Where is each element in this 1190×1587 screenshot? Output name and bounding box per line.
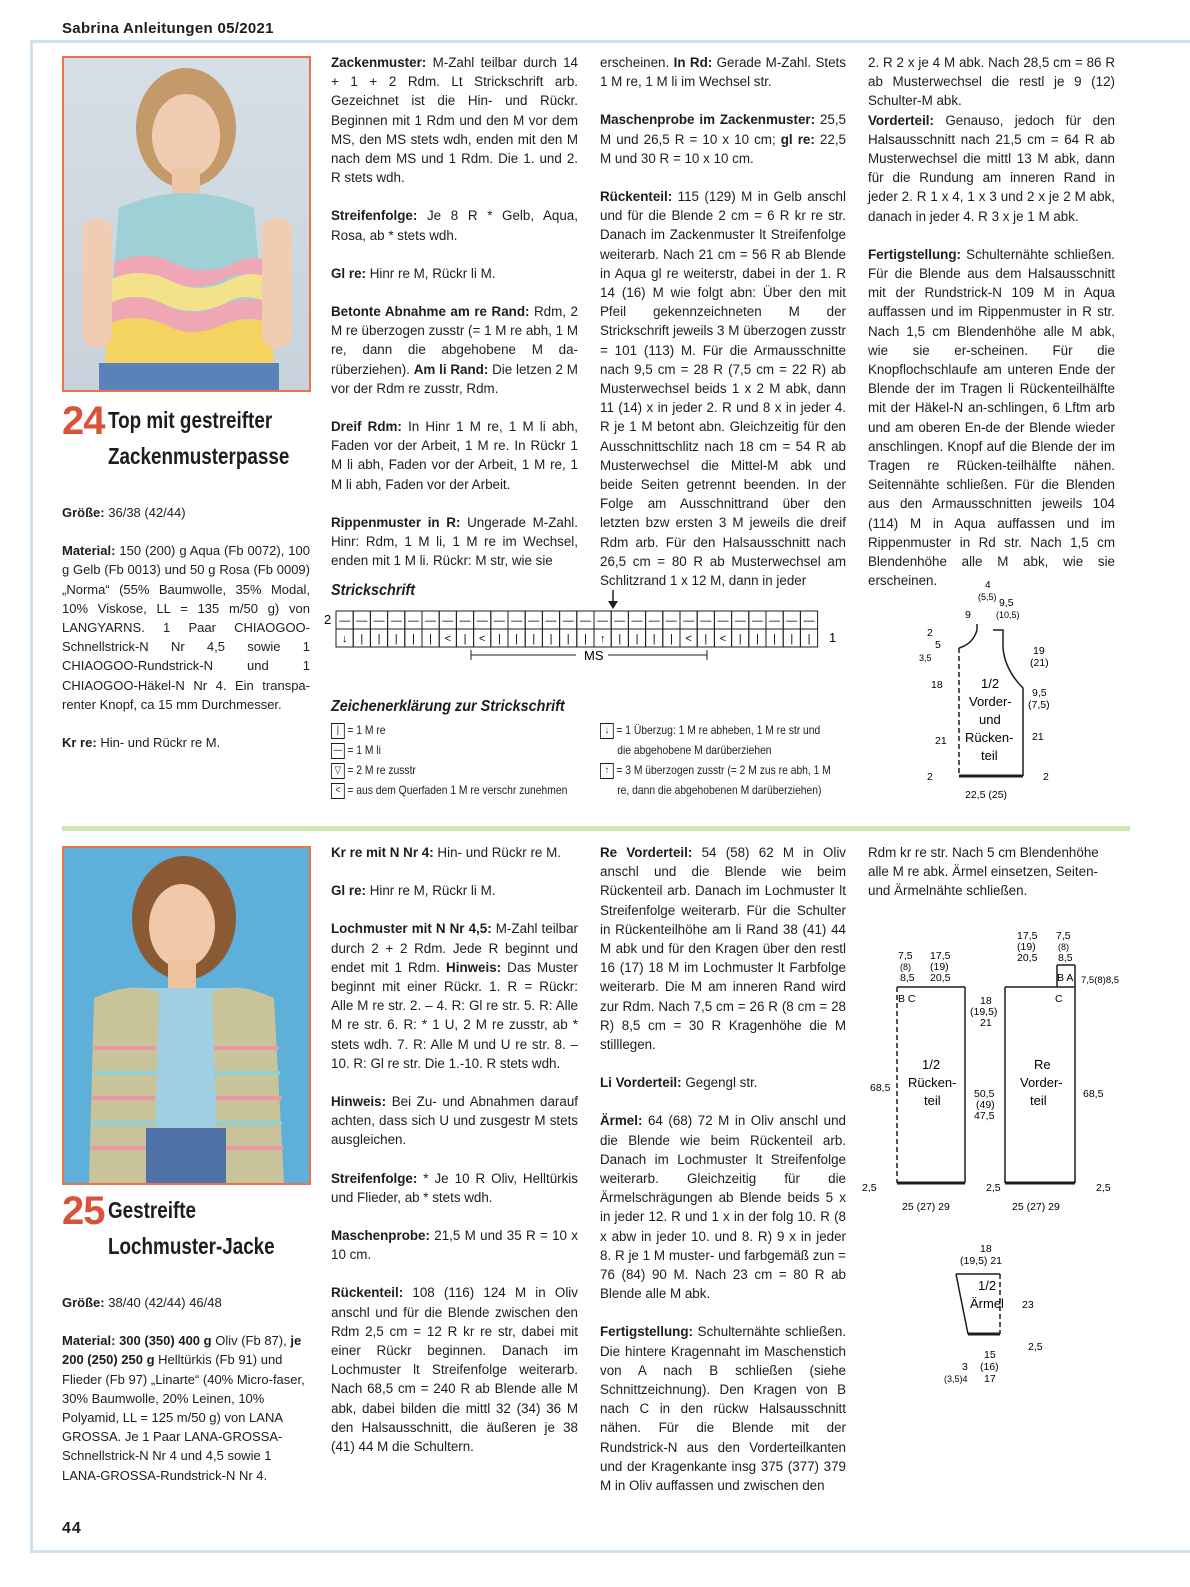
chart-symbol: — [769, 615, 781, 627]
chart-symbol: — [390, 615, 402, 627]
piece-label: und [979, 712, 1001, 727]
chart-symbol: — [425, 615, 437, 627]
chart-grid [336, 611, 818, 647]
chart-symbol: | [532, 633, 536, 645]
legend-item [600, 720, 831, 740]
para-text: In Hinr 1 M re, 1 M li abh, Faden vor der Arbeit, 1 M re. In Rückr 1 M li abh, Faden vor der Arbeit, 1 M re, 1 M li abh, Faden vor der Arbeit. [331, 419, 578, 492]
marker: B C [898, 993, 916, 1005]
para-text: Gerade M-Zahl. Stets 1 M re, 1 M li im Wechsel str. [600, 55, 846, 90]
piece-label: teil [924, 1093, 941, 1108]
dim: 15 [984, 1349, 996, 1361]
frame-bottom [30, 1550, 1190, 1553]
dim: 2,5 [1096, 1182, 1111, 1194]
para-text: 25,5 M und 26,5 R = 10 x 10 cm; [600, 112, 846, 147]
chart-symbol: — [476, 615, 488, 627]
dim: 2 [927, 771, 933, 783]
knitting-chart [322, 588, 842, 670]
dim: (8) [900, 962, 911, 972]
legend-item [331, 780, 567, 800]
page-number: 44 [62, 1520, 82, 1537]
slip-decrease-symbol-icon: ↓ [600, 723, 614, 739]
para-text: Schulternähte schließen. Die hintere Kragennaht im Maschenstich von A nach B schließen (siehe Schnittzeichnung). Den Kragen von B nach C in den rückw Halsausschnitt nähen. Für die Blende mit der Rundstrick-N aus den Vorderteilkanten und der Kragenkante insg 375 (377) 379 M in Oliv auffassen und zwischen den [600, 1324, 846, 1494]
dim: 8,5 [1058, 952, 1073, 964]
dim: 23 [1022, 1299, 1034, 1311]
dim: (10,5) [996, 610, 1020, 620]
dim: 9,5 [1032, 687, 1047, 699]
material-label: je 200 (250) 250 g [62, 1333, 302, 1368]
piece-label: Ärmel [970, 1296, 1004, 1311]
dim: 20,5 [1017, 952, 1038, 964]
item25-col3 [600, 843, 846, 1514]
dim: 2,5 [862, 1182, 877, 1194]
dim: 68,5 [870, 1082, 891, 1094]
magazine-header: Sabrina Anleitungen 05/2021 [62, 20, 274, 37]
frame-left [30, 40, 33, 1552]
para-label: gl re: [780, 131, 815, 147]
para-label: Dreif Rdm: [331, 419, 402, 435]
dim: 50,5 [974, 1088, 995, 1100]
para-text: Das Muster beginnt mit einer Rückr. 1. R = Rückr: Alle M re str. 2. – 4. R: Gl re str. 5. R: Alle M re str. 6. R: * 1 U, 2 M re zusstr, ab * stets wdh. 7. R: Alle M und U re str. 8. – 10. R: Gl re str. Die 1.-10. R stets wdh. [331, 959, 578, 1071]
frame-top [30, 40, 1190, 43]
item25-specs [62, 1293, 310, 1504]
dim: 7,5(8)8,5 [1081, 975, 1120, 986]
para-label: Hinweis: [331, 1094, 387, 1110]
dim: 4 [985, 580, 991, 591]
dim: 3 [962, 1361, 968, 1373]
para-text: * Je 10 R Oliv, Helltürkis und Flieder, ab * stets wdh. [331, 1170, 578, 1205]
marker: B A [1057, 972, 1074, 984]
dim: 2 [1043, 771, 1049, 783]
para-label: Ärmel: [600, 1113, 643, 1129]
chart-symbol: | [411, 633, 415, 645]
piece-label: 1/2 [978, 1278, 997, 1293]
para-label: Streifenfolge: [331, 1170, 418, 1186]
chart-symbol: | [394, 633, 398, 645]
chart-symbol: | [515, 633, 519, 645]
chart-symbol: — [614, 615, 626, 627]
chart-symbol: | [807, 633, 811, 645]
chart-symbol: | [669, 633, 673, 645]
dim: 22,5 (25) [965, 789, 1008, 801]
size-value: 38/40 (42/44) 46/48 [108, 1295, 222, 1310]
chart-symbol: — [528, 615, 540, 627]
para-label: Vorderteil: [868, 112, 934, 128]
legend-right [600, 720, 831, 800]
dim: 5 [935, 639, 941, 651]
piece-label: Vorder- [1020, 1075, 1063, 1090]
legend-heading: Zeichenerklärung zur Strickschrift [331, 698, 565, 715]
chart-symbol: | [497, 633, 501, 645]
size-label: Größe: [62, 505, 105, 520]
piece-label: 1/2 [981, 676, 1000, 691]
piece-label: 1/2 [922, 1057, 941, 1072]
chart-symbol: — [459, 615, 471, 627]
dim: 7,5 [898, 950, 913, 962]
chart-symbol: | [549, 633, 553, 645]
chart-symbol: < [478, 633, 486, 645]
item-title-25-line1: Gestreifte [108, 1197, 197, 1223]
dim: 2 [927, 627, 933, 639]
dim: 21 [980, 1017, 992, 1029]
chart-symbol: — [631, 615, 643, 627]
para-label: Gl re: [331, 883, 366, 899]
para-text: M-Zahl teilbar durch 14 + 1 + 2 Rdm. Lt Strickschrift arb. Gezeichnet ist die Hin- und Rückr. Beginnen mit 1 Rdm und den M vor dem MS, den MS stets wdh, enden mit den M nach dem MS und 1 Rdm. Die 1. und 2. R stets wdh. [331, 55, 578, 186]
piece-label: Rücken- [965, 730, 1014, 745]
k2tog-symbol-icon: ▽ [331, 763, 345, 779]
para-text: 54 (58) 62 M in Oliv anschl und die Blende wie beim Rückenteil arb. Danach im Lochmuster lt Streifenfolge weiterarb. Für die Schulter in Rückenteilhöhe am li Rand 38 (41) 44 M abk und für den Kragen über den restl 16 (17) 18 M im Lochmuster lt Farbfolge weiterarb. Die M am inneren Rand wird zur Rdm. Nach 7,5 cm = 26 R (8 cm = 28 R) 8,5 cm = 30 R Kragenhöhe die M stilllegen. [600, 845, 846, 1053]
chart-symbol: — [751, 615, 763, 627]
para-text: 115 (129) M in Gelb anschl und für die Blende 2 cm = 6 R kr re str. Danach im Zackenmuster lt Streifenfolge weiterarb. Nach 21 cm = 56 R ab Blende in Aqua gl re weiterstr, dabei in der 1. R 14 (16) M wie folgt abn: Über den mit Pfeil gekennzeichneten M der Strickschrift jeweils 3 M überzogen zusstr = 101 (113) M. Für die Armausschnitte nach 9,5 cm = 28 R (7,5 cm = 22 R) ab Musterwechsel beids 1 x 2 M abk, dann 11 (14) x in jeder 2. R und 8 x in jeder 4. R je 1 M betont abn. Gleichzeitig für den Ausschnittschlitz nach 18 cm = 54 R ab Musterwechsel die Mittel-M abk und beide Seiten getrennt beenden. In der Folge am Ausschnittrand über den letzten bzw ersten 3 M jeweils die dreif Rdm arb. Für den Halsausschnitt nach 26,5 cm = 80 R ab Musterwechsel am Schlitzrand 1 x 12 M, dann in jeder [600, 189, 846, 589]
dim: 47,5 [974, 1110, 995, 1122]
item-number-24: 24 [62, 399, 105, 443]
chart-symbol: — [786, 615, 798, 627]
dim: (21) [1030, 657, 1049, 669]
chart-symbol: — [511, 615, 523, 627]
chart-symbol: | [652, 633, 656, 645]
schematic-top [915, 578, 1065, 806]
chart-symbol: | [463, 633, 467, 645]
chart-symbol: — [683, 615, 695, 627]
chart-symbol: — [803, 615, 815, 627]
item24-col4 [868, 53, 1115, 609]
para-text: Hinr re M, Rückr li M. [369, 265, 496, 281]
dim: (19) [930, 961, 949, 973]
chart-row-label-1: 1 [829, 630, 837, 645]
legend-text: re, dann die abgehobenen M darüberziehen) [617, 783, 822, 797]
dim: 17,5 [1017, 930, 1038, 942]
marker: C [1055, 993, 1063, 1005]
chart-symbol: ↓ [341, 633, 348, 645]
para-label: Rückenteil: [600, 189, 673, 205]
chart-symbol: < [719, 633, 727, 645]
dim: 9,5 [999, 597, 1014, 609]
dim: 18 [980, 995, 992, 1007]
dim: (49) [976, 1099, 995, 1111]
chart-symbol: | [618, 633, 622, 645]
legend-item [331, 720, 567, 740]
chart-symbol: — [648, 615, 660, 627]
legend-text: = 3 M überzogen zusstr (= 2 M zus re abh, 1 M [616, 763, 831, 777]
para-text: Genauso, jedoch für den Halsausschnitt nach 21,5 cm = 64 R ab Musterwechsel die mittl 13 M abk, dann für die Rundung am inneren Rand in jeder 2. R 1 x 4, 1 x 3 und 2 x je 2 M abk, danach in jeder 4. R 3 x je 1 M abk. [868, 112, 1115, 224]
dim: 20,5 [930, 972, 951, 984]
piece-label: teil [981, 748, 998, 763]
para-text: Rdm, 2 M re überzogen zusstr (= 1 M re abh, 1 M re, dann die abgehobene M da-rüberziehen). [331, 304, 578, 377]
chart-symbol: — [373, 615, 385, 627]
legend-text: = 2 M re zusstr [347, 763, 416, 777]
krre-label: Kr re: [62, 735, 97, 751]
para-text: Gegengl str. [685, 1075, 758, 1091]
legend-item [600, 760, 831, 780]
item24-specs [62, 503, 310, 771]
para-label: Am li Rand: [413, 361, 489, 377]
dim: 25 (27) 29 [902, 1201, 950, 1213]
legend-item [331, 740, 567, 760]
chart-symbol: — [665, 615, 677, 627]
dim: 19 [1033, 645, 1045, 657]
dim: (7,5) [1028, 699, 1050, 711]
chart-symbol: | [704, 633, 708, 645]
piece-label: teil [1030, 1093, 1047, 1108]
chart-symbol: ↑ [599, 633, 606, 645]
item-title-25-line2: Lochmuster-Jacke [108, 1233, 275, 1259]
dim: 7,5 [1056, 930, 1071, 942]
piece-label: Vorder- [969, 694, 1012, 709]
chart-symbol: — [407, 615, 419, 627]
dim: (19) [1017, 941, 1036, 953]
dim: 17,5 [930, 950, 951, 962]
legend-left [331, 720, 567, 800]
para-label: Maschenprobe: [331, 1228, 430, 1244]
chart-symbol: — [700, 615, 712, 627]
para-text: Schulternähte schließen. Für die Blende aus dem Halsausschnitt mit der Rundstrick-N 109 M in Aqua auffassen und im Rippenmuster in R str. Nach 1,5 cm Blendenhöhe alle M abk, wie sie er-scheinen. Für die Knopflochschlaufe am unteren Ende der Blende der im Tragen li Rückenteilhälfte mit der Häkel-N an-schlingen, 6 Lftm arb und am oberen En-de der Blende wieder anschlingen. Knopf auf die Blende der im Tragen re Rücken-teilhälfte nähen. Seitennähte schließen. Für die Blenden aus den Armausschnitten jeweils 104 (114) M in Aqua auffassen und im Rippenmuster in Rd str. Nach 1,5 cm Blendenhöhe alle M abk, wie sie erscheinen. [868, 246, 1115, 589]
para-label: Fertigstellung: [600, 1324, 693, 1340]
para-text: Hin- und Rückr re M. [437, 845, 561, 860]
double-decrease-symbol-icon: ↑ [600, 763, 614, 779]
material-label: Material: [62, 543, 116, 559]
chart-symbol: — [339, 615, 351, 627]
para-text: 22,5 M und 30 R = 10 x 10 cm. [600, 131, 846, 166]
chart-symbol: | [566, 633, 570, 645]
chart-row-label-2: 2 [324, 612, 332, 627]
para-text: Hinr re M, Rückr li M. [369, 883, 496, 899]
chart-symbol: < [444, 633, 452, 645]
legend-text: = 1 Überzug: 1 M re abheben, 1 M re str und [616, 723, 821, 737]
chart-symbol: — [493, 615, 505, 627]
chart-heading: Strickschrift [331, 582, 416, 599]
dim: (8) [1058, 942, 1069, 952]
chart-symbol: — [562, 615, 574, 627]
krre-text: Hin- und Rückr re M. [100, 735, 221, 751]
photo-top-model [62, 56, 311, 392]
para-label: Rippenmuster in R: [331, 514, 461, 530]
chart-symbol: — [734, 615, 746, 627]
dim: 9 [965, 609, 971, 621]
para-label: Lochmuster mit N Nr 4,5: [331, 921, 492, 937]
dim: 8,5 [900, 972, 915, 984]
dim: 18 [931, 679, 943, 691]
material-text: Oliv (Fb 87), [215, 1333, 287, 1349]
para-text: 64 (68) 72 M in Oliv anschl und die Blende wie beim Rückenteil arb. Danach im Lochmuster lt Streifenfolge weiterarb. Gleichzeitig für die Ärmelschrägungen ab Blende beids 5 x in jeder 12. R und 1 x in der folg 10. R (8 x abw in jeder 10. und 8. R) 9 x in jeder 8. R je 1 M muster- und farbgemäß zun = 76 (84) 90 M. Nach 23 cm = 80 R ab Blende alle M abk. [600, 1113, 846, 1302]
chart-ms-label: MS [584, 648, 604, 663]
chart-symbol: — [442, 615, 454, 627]
para-text: Bei Zu- und Abnahmen darauf achten, dass sich U und zusgestr M stets ausgleichen. [331, 1094, 578, 1148]
size-label: Größe: [62, 1295, 105, 1310]
para-label: Betonte Abnahme am re Rand: [331, 304, 530, 320]
chart-symbol: — [579, 615, 591, 627]
item-title-24-line2: Zackenmusterpasse [108, 443, 290, 469]
para-text: 108 (116) 124 M in Oliv anschl und für die Blende zwischen den Rdm 2,5 cm = 12 R kr re str, dabei mit einer Rückr beginnen. Danach im Lochmuster lt Streifenfolge weiterarb. Nach 68,5 cm = 240 R ab Blende alle M abk, dabei bilden die mittl 32 (34) 36 M den Halsausschnitt, die äußeren je 38 (41) 44 M die Schultern. [331, 1285, 578, 1455]
para-text: 2. R 2 x je 4 M abk. Nach 28,5 cm = 86 R ab Musterwechsel die restl je 9 (12) Schulter-M abk. [868, 55, 1115, 109]
para-label: Zackenmuster: [331, 55, 427, 70]
chart-symbol: | [360, 633, 364, 645]
chart-symbol: — [545, 615, 557, 627]
purl-symbol-icon: — [331, 743, 345, 759]
item-title-24-line1: Top mit gestreifter [108, 407, 273, 433]
dim: (19,5) 21 [960, 1255, 1003, 1267]
para-label: Rückenteil: [331, 1285, 404, 1301]
dim: 21 [935, 735, 947, 747]
para-text: Ungerade M-Zahl. Hinr: Rdm, 1 M li, 1 M re im Wechsel, enden mit 1 M li. Rückr: M str, wie sie [331, 514, 578, 569]
para-label: Fertigstellung: [868, 246, 961, 262]
dim: 2,5 [986, 1182, 1001, 1194]
size-value: 36/38 (42/44) [108, 505, 186, 520]
dim: 68,5 [1083, 1088, 1104, 1100]
legend-text: = 1 M re [347, 723, 386, 737]
dim: 2,5 [1028, 1341, 1043, 1353]
dim: 21 [1032, 731, 1044, 743]
material-text: 150 (200) g Aqua (Fb 0072), 100 g Gelb (Fb 0013) und 50 g Rosa (Fb 0009) „Norma“ (55% Baumwolle, 35% Modal, 10% Viskose, LL = 135 m/50 g) von LANGYARNS. 1 Paar CHIAOGOO-Schnellstrick-N Nr 4,5 sowie 1 CHIAOGOO-Rundstrick-N und 1 CHIAOGOO-Häkel-N Nr 4. Ein transpa-renter Knopf, ca 15 mm Durchmesser. [62, 543, 310, 712]
dim: (19,5) [970, 1006, 998, 1018]
legend-text: = aus dem Querfaden 1 M re verschr zunehmen [347, 783, 568, 797]
para-text: erscheinen. [600, 55, 670, 70]
dim: (16) [980, 1361, 999, 1373]
para-text: Rdm kr re str. Nach 5 cm Blendenhöhe alle M re abk. Ärmel einsetzen, Seiten- und Ärmelnähte schließen. [868, 845, 1099, 899]
chart-symbol: < [685, 633, 692, 645]
chart-symbol: | [773, 633, 777, 645]
dim: 25 (27) 29 [1012, 1201, 1060, 1213]
chart-symbol: | [755, 633, 759, 645]
dim: 3,5 [919, 653, 932, 663]
material-text: Helltürkis (Fb 91) und Flieder (Fb 97) „Linarte“ (40% Micro-faser, 30% Baumwolle, 20% Leinen, 10% Polyamid, LL = 125 m/50 g) von LANA GROSSA. Je 1 Paar LANA-GROSSA-Schnellstrick-N Nr 4 und 4,5 sowie 1 LANA-GROSSA-Rundstrick-N Nr 4. [62, 1352, 305, 1483]
item25-col4 [868, 843, 1115, 920]
para-label: Re Vorderteil: [600, 845, 693, 860]
chart-symbol: | [583, 633, 587, 645]
chart-symbol: — [717, 615, 729, 627]
para-label: Kr re mit N Nr 4: [331, 845, 434, 860]
para-label: Hinweis: [446, 959, 502, 975]
item-number-25: 25 [62, 1189, 105, 1233]
legend-item [331, 760, 567, 780]
schematic-sleeve [930, 1240, 1070, 1390]
chart-symbol: | [377, 633, 381, 645]
increase-symbol-icon: < [331, 783, 345, 799]
para-label: Maschenprobe im Zackenmuster: [600, 112, 816, 128]
para-label: In Rd: [673, 55, 713, 70]
chart-arrow-head [608, 601, 618, 609]
dim: (3,5)4 [944, 1374, 968, 1384]
para-text: 21,5 M und 35 R = 10 x 10 cm. [331, 1228, 578, 1263]
dim: (5,5) [978, 592, 997, 602]
dim: 17 [984, 1373, 996, 1385]
photo-jacket-model [62, 846, 311, 1185]
item24-col2 [331, 53, 578, 589]
para-text: Je 8 R * Gelb, Aqua, Rosa, ab * stets wdh. [331, 208, 578, 243]
para-label: Gl re: [331, 265, 366, 281]
chart-symbol: | [635, 633, 639, 645]
chart-symbol: — [597, 615, 609, 627]
purl-knit-symbol-icon: | [331, 723, 345, 739]
material-label: Material: 300 (350) 400 g [62, 1333, 212, 1349]
para-label: Li Vorderteil: [600, 1075, 682, 1091]
chart-symbol: — [356, 615, 368, 627]
legend-text: die abgehobene M darüberziehen [617, 743, 772, 757]
legend-text: = 1 M li [347, 743, 381, 757]
section-separator [62, 826, 1130, 831]
piece-label: Re [1034, 1057, 1051, 1072]
piece-label: Rücken- [908, 1075, 957, 1090]
schematic-jacket [862, 925, 1132, 1225]
chart-symbol: | [738, 633, 742, 645]
para-text: M-Zahl teilbar durch 2 + 2 Rdm. Jede R beginnt und endet mit 1 Rdm. [331, 921, 578, 975]
item25-col2 [331, 843, 578, 1475]
para-text: Die letzen 2 M vor der Rdm re zusstr, Rdm. [331, 361, 578, 396]
item24-col3 [600, 53, 846, 609]
dim: 18 [980, 1243, 992, 1255]
para-label: Streifenfolge: [331, 208, 418, 224]
chart-symbol: | [429, 633, 433, 645]
chart-symbol: | [790, 633, 794, 645]
